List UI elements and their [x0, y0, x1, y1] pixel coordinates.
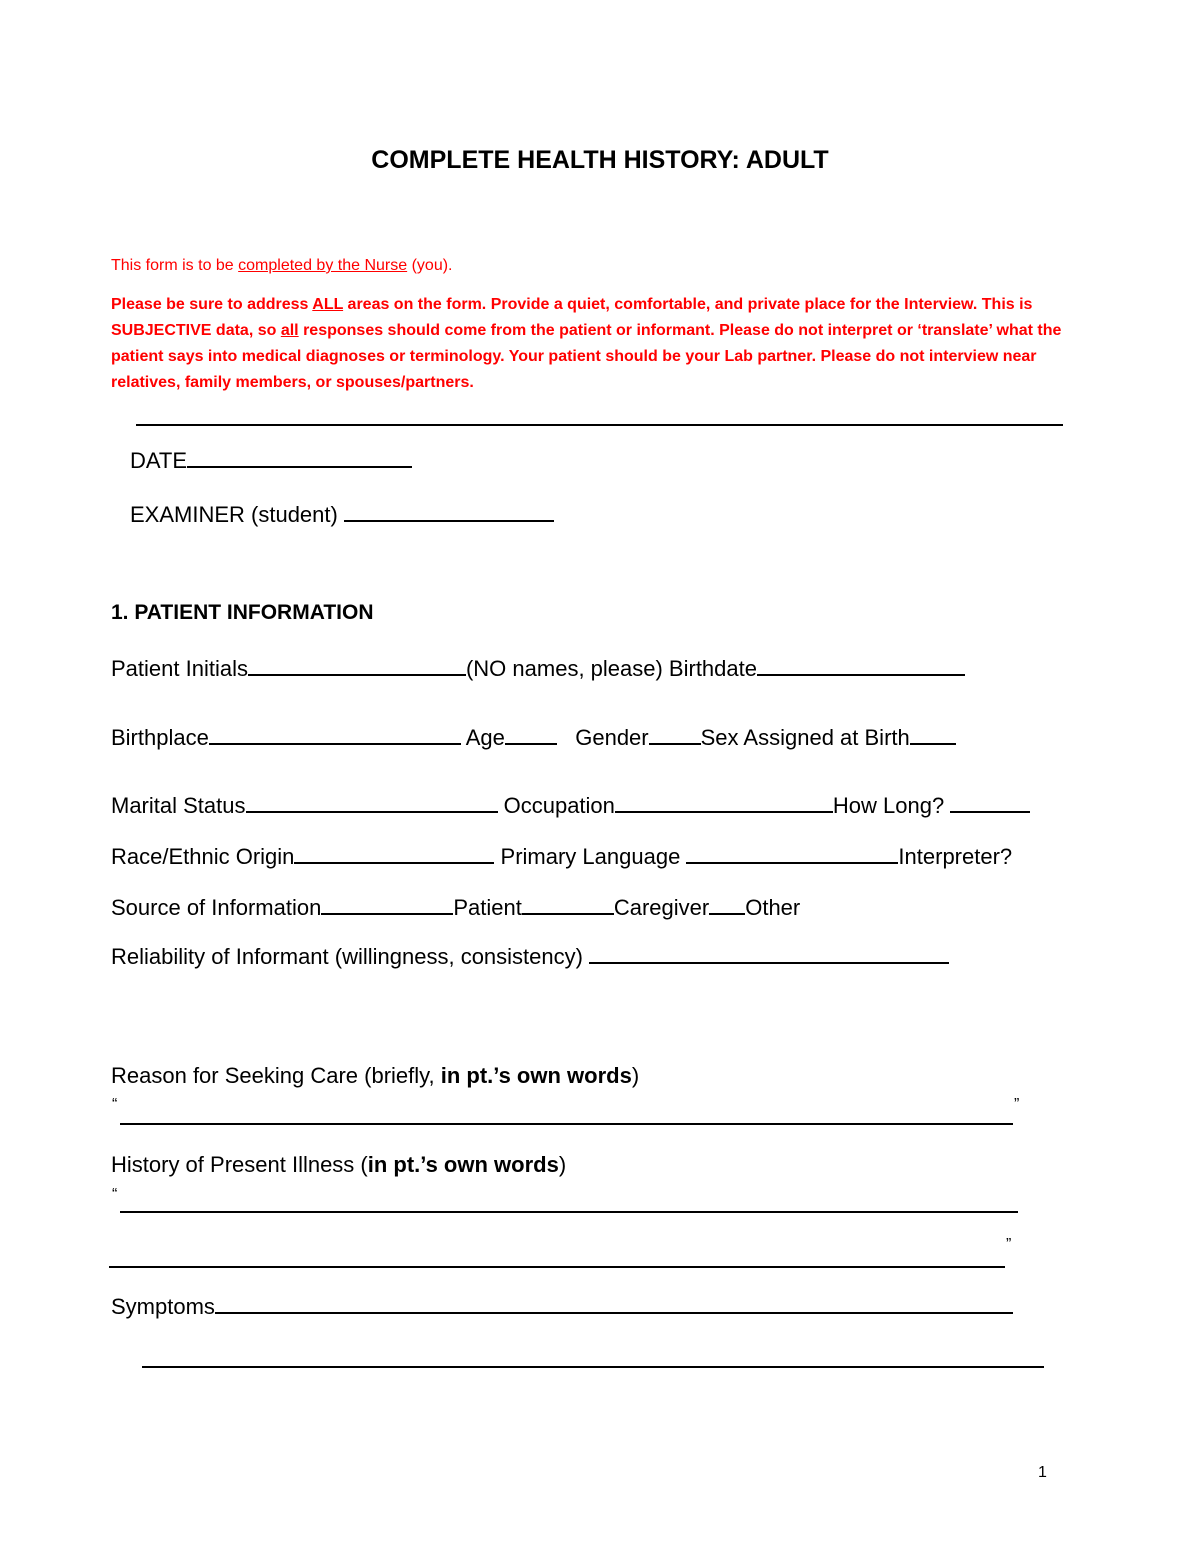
instruction-paragraph: Please be sure to address ALL areas on the form. Provide a quiet, comfortable, and private place for the Interview. This is SUBJECTIVE data, so all responses should come from the patient or informant. Please do not interpret or ‘translate’ what the patient says into medical diagnoses or terminology. Your patient should be your Lab partner. Please do not interview near relatives, family members, or spouses/partners. [111, 296, 1062, 391]
reason-input-line[interactable] [120, 1123, 1013, 1125]
marital-status-row[interactable]: Marital Status Occupation How Long? [111, 789, 1030, 821]
hpi-label: History of Present Illness (in pt.’s own words) [111, 1152, 567, 1177]
hpi-input-line[interactable] [120, 1211, 1018, 1213]
page-title: COMPLETE HEALTH HISTORY: ADULT [371, 146, 829, 174]
source-row[interactable]: Source of Information Patient Caregiver Other [111, 891, 800, 923]
symptoms-input-line[interactable] [142, 1366, 1044, 1368]
symptoms-row[interactable]: Symptoms [111, 1290, 1013, 1322]
reliability-row[interactable]: Reliability of Informant (willingness, consistency) [111, 940, 949, 972]
section-heading-patient-information: 1. PATIENT INFORMATION [111, 601, 374, 624]
divider [136, 424, 1063, 426]
race-row[interactable]: Race/Ethnic Origin Primary Language Interpreter? [111, 840, 1012, 872]
instruction-line: This form is to be completed by the Nurse (you). [111, 257, 453, 274]
birthplace-row[interactable]: Birthplace Age Gender Sex Assigned at Birth [111, 721, 956, 753]
examiner-field[interactable]: EXAMINER (student) [130, 498, 554, 530]
patient-initials-row[interactable]: Patient Initials (NO names, please) Birthdate [111, 652, 965, 684]
open-quote: “ [112, 1186, 118, 1203]
reason-label: Reason for Seeking Care (briefly, in pt.’s own words) [111, 1063, 640, 1088]
open-quote: “ [112, 1096, 118, 1113]
hpi-input-line[interactable] [109, 1266, 1005, 1268]
close-quote: ” [1006, 1236, 1012, 1253]
date-field[interactable]: DATE [130, 444, 412, 476]
page-number: 1 [1038, 1464, 1047, 1481]
close-quote: ” [1014, 1096, 1020, 1113]
